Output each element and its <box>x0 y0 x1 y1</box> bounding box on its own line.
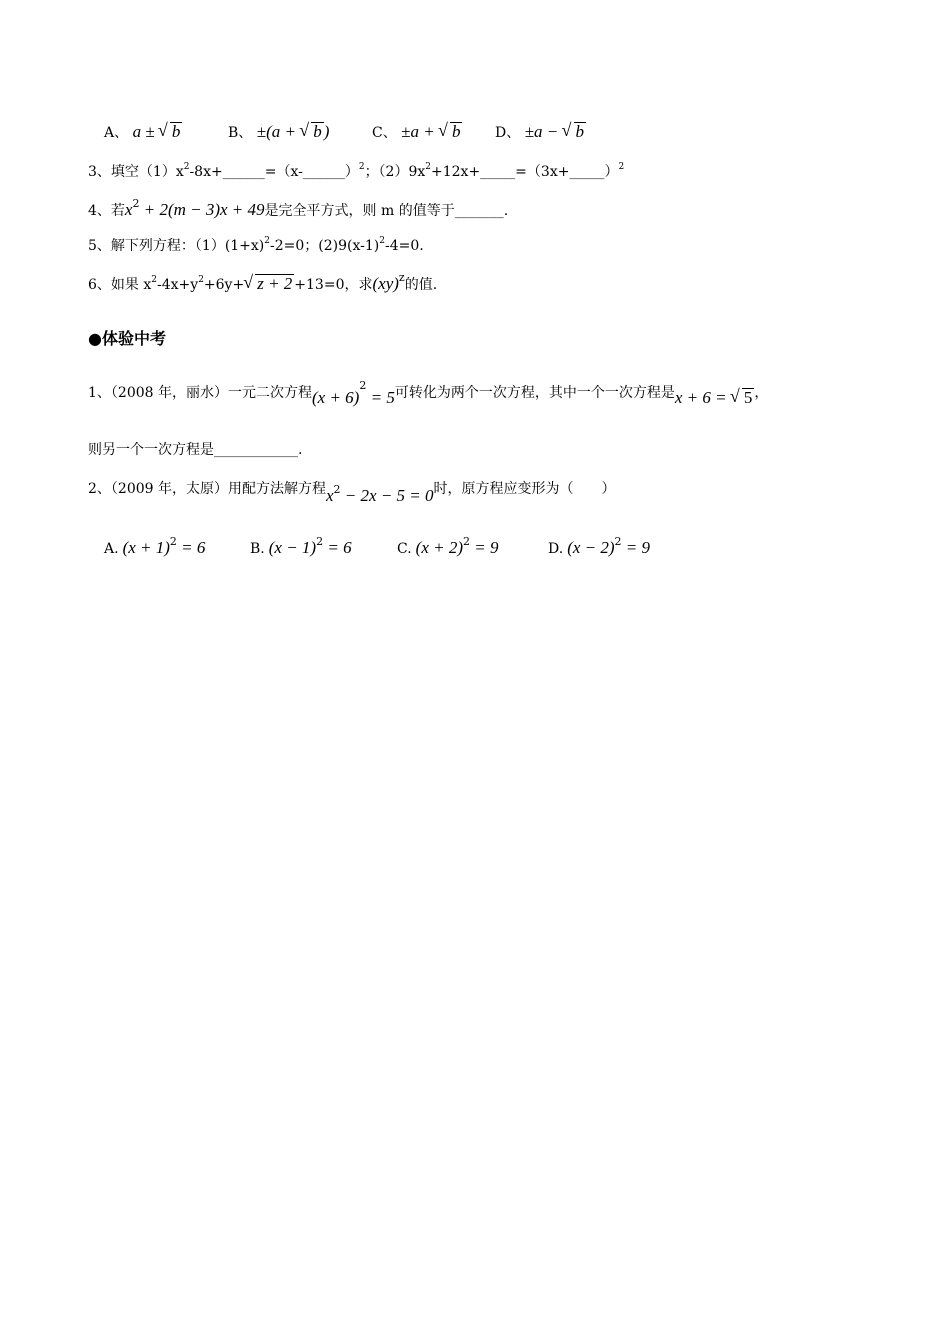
e1-expr-1: (x + 6) <box>312 388 360 407</box>
e2-option-d-label: D. <box>548 541 564 557</box>
q6-text-2: -4x+y <box>157 277 199 293</box>
question-4 <box>88 198 508 223</box>
q3-sup-4: 2 <box>618 162 625 172</box>
q6-text-5: 的值. <box>404 277 438 293</box>
q6-expr: (xy) <box>372 274 399 293</box>
e2-option-b-rhs: = 6 <box>323 538 352 557</box>
q4-expr-1: x <box>124 200 133 219</box>
question-6 <box>88 272 437 297</box>
section-heading: ●体验中考 <box>88 329 166 348</box>
option-a-expr: a ± <box>132 122 159 141</box>
option-a <box>104 120 182 145</box>
e2-option-d-rhs: = 9 <box>621 538 651 557</box>
e2-option-b-expr: (x − 1) <box>268 538 317 557</box>
q6-sup-1: 2 <box>151 275 157 285</box>
e2-sup: 2 <box>333 483 341 496</box>
q3-text-2: -8x+______=（x-______） <box>189 164 359 180</box>
q4-expr-2: + 2(m − 3)x + 49 <box>139 200 265 219</box>
option-b <box>228 120 329 145</box>
option-a-sqrt <box>159 120 183 144</box>
option-c-expr: ±a + <box>401 122 439 141</box>
e2-option-b-label: B. <box>250 541 265 557</box>
e2-option-c-sup: 2 <box>463 535 471 548</box>
e1-expr-1b: = 5 <box>366 388 395 407</box>
e2-text-1: 2、（2009 年，太原）用配方法解方程 <box>88 481 326 497</box>
e2-option-d <box>548 536 650 561</box>
q5-text-1: 5、解下列方程：（1）(1+x) <box>88 238 265 254</box>
option-c-label: C、 <box>372 125 397 141</box>
q4-sup: 2 <box>132 197 140 210</box>
e1-text-2: 可转化为两个一次方程，其中一个一次方程是 <box>394 385 675 401</box>
e1-sup: 2 <box>359 379 367 392</box>
q5-text-3: -4=0. <box>384 238 424 254</box>
e2-option-d-sup: 2 <box>614 535 622 548</box>
q6-text-1: 6、如果 x <box>88 277 152 293</box>
e1-sqrt <box>731 386 755 410</box>
e2-option-c-rhs: = 9 <box>470 538 499 557</box>
option-c-sqrt <box>439 120 463 144</box>
q3-sup-3: 2 <box>425 162 432 172</box>
e2-option-b-sup: 2 <box>316 535 324 548</box>
e2-option-a-sup: 2 <box>169 535 177 548</box>
q6-radicand: z + 2 <box>257 274 293 293</box>
q5-sup-2: 2 <box>379 236 385 246</box>
q6-sup-2: 2 <box>198 275 204 285</box>
e2-option-a <box>104 536 205 561</box>
q6-text-4: +13=0，求 <box>294 277 373 293</box>
e2-option-c-label: C. <box>397 541 412 557</box>
e2-text-2: 时，原方程应变形为（ ） <box>433 481 616 497</box>
question-5 <box>88 234 424 258</box>
q4-text-1: 4、若 <box>88 203 125 219</box>
option-b-label: B、 <box>228 125 253 141</box>
q3-sup-2: 2 <box>358 162 365 172</box>
q5-text-2: -2=0；(2)9(x-1) <box>270 238 380 254</box>
e2-option-a-rhs: = 6 <box>176 538 206 557</box>
option-a-radicand: b <box>171 122 181 141</box>
option-d-radicand: b <box>575 122 584 141</box>
option-a-label: A、 <box>104 125 129 141</box>
option-d <box>495 120 586 145</box>
option-c-radicand: b <box>451 122 461 141</box>
option-b-expr-close: ) <box>323 122 330 141</box>
e2-expr-1: x <box>326 486 334 505</box>
option-b-radicand: b <box>313 122 322 141</box>
exam-question-2 <box>88 476 616 505</box>
q6-text-3: +6y+ <box>203 277 245 293</box>
e1-radicand: 5 <box>743 388 753 407</box>
e2-option-c-expr: (x + 2) <box>415 538 464 557</box>
q4-text-2: 是完全平方式，则 m 的值等于_______. <box>264 203 509 219</box>
q5-sup-1: 2 <box>264 236 271 246</box>
e2-option-b <box>250 536 352 561</box>
q3-text-1: 3、填空（1）x <box>88 164 184 180</box>
q3-text-3: ；（2）9x <box>364 164 426 180</box>
e2-expr-2: − 2x − 5 = 0 <box>340 486 434 505</box>
q6-expr-sup: z <box>398 271 405 284</box>
exam-question-1-line-2: 则另一个一次方程是____________. <box>88 442 303 458</box>
e2-option-a-label: A. <box>104 541 119 557</box>
option-c <box>372 120 462 145</box>
question-3 <box>88 160 624 184</box>
e2-option-c <box>397 536 499 561</box>
e2-option-d-expr: (x − 2) <box>567 538 615 557</box>
option-b-sqrt <box>300 120 324 144</box>
q6-sqrt <box>244 272 294 296</box>
q3-text-4: +12x+_____=（3x+_____） <box>431 164 619 180</box>
option-d-expr: ±a − <box>524 122 563 141</box>
q3-sup-1: 2 <box>183 162 190 172</box>
e1-expr-2: x + 6 = <box>674 388 731 407</box>
option-b-expr: ±(a + <box>256 122 301 141</box>
exam-question-1 <box>88 380 768 405</box>
option-d-label: D、 <box>495 125 521 141</box>
e1-text-3: ， <box>754 385 769 401</box>
e2-option-a-expr: (x + 1) <box>122 538 170 557</box>
e1-text-1: 1、（2008 年，丽水）一元二次方程 <box>88 385 312 401</box>
option-d-sqrt <box>563 120 587 144</box>
